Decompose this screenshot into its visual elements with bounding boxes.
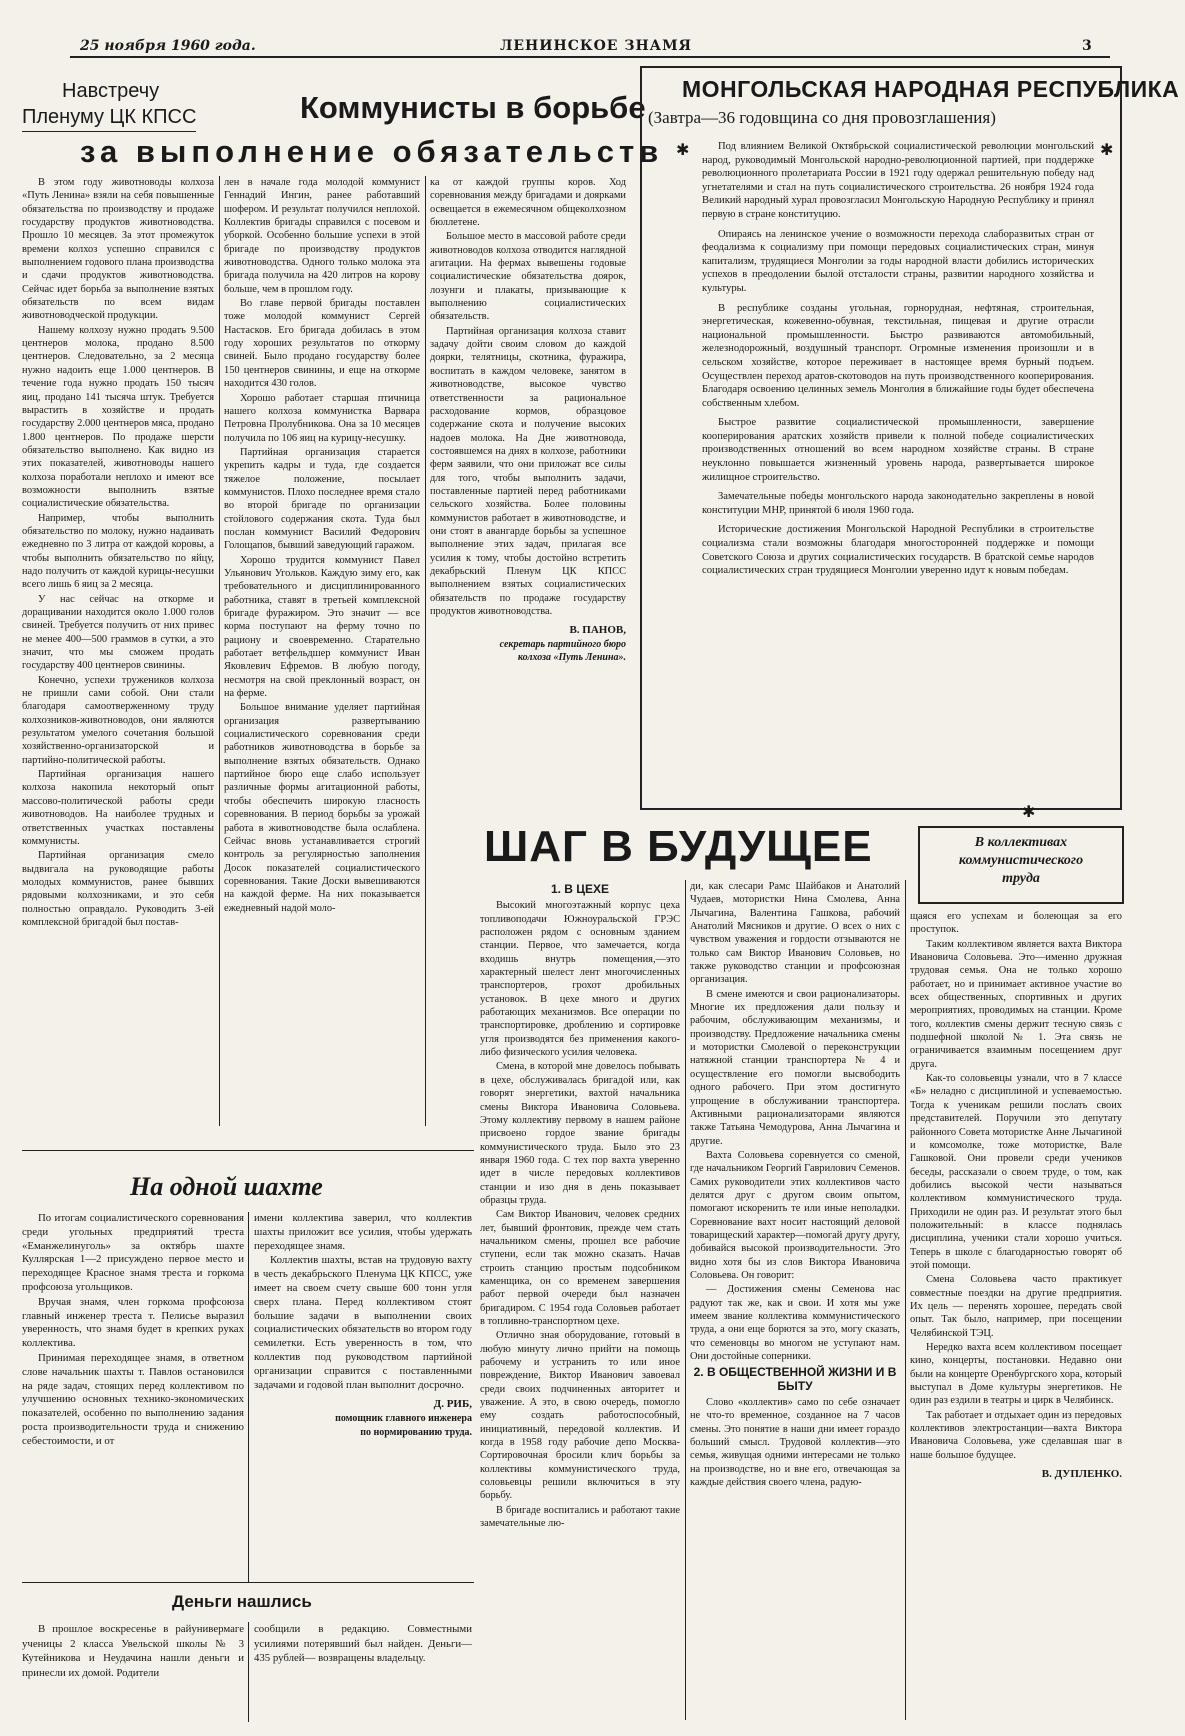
mongolia-text (702, 140, 1094, 800)
section-rule (22, 1582, 474, 1583)
mine-column-2 (254, 1212, 472, 1582)
article1-title-line1: Коммунисты в борьбе (300, 90, 646, 125)
paragraph: Нашему колхозу нужно продать 9.500 центнеров молока, продано 8.500 центнеров. Следовательно, за 2 месяца нужно надоить еще 1.000 центнеров. В течение года нужно продать 150 тысяч яиц, продано 141 тысяча штук. Требуется вырастить в хозяйстве и продать государству 2.000 центнеров мяса, продано 1.800 центнеров. По продаже шерсти обязательство выполнено. Как видно из этих показателей, животноводы нашего колхоза поработали неплохо и имеют все возможности выполнить взятые социалистические обязательства. (22, 324, 214, 510)
paragraph: Под влиянием Великой Октябрьской социалистической революции монгольский народ, руководимый Монгольской народно-революционной партией, при поддержке революционного пролетариата России в 1921 году одержал решительную победу над угнетателями и стал на путь социалистического строительства. 26 ноября 1924 года Великий народный хурал провозгласил Монгольскую Народную Республику и принял первую в стране конституцию. (702, 141, 1094, 220)
mongolia-subtitle: (Завтра—36 годовщина со дня провозглашения) (648, 108, 996, 127)
paragraph: Большое внимание уделяет партийная организация развертыванию социалистического соревнования среди работников животноводства в борьбе за выполнение взятых обязательств. Однако партийное бюро еще слабо использует различные формы агитационной работы, чтобы обеспечить широкую гласность соревнования. В период борьбы за урожай работа в животноводстве была ослаблена. Сейчас вновь устанавливается строгий контроль за регулярностью заполнения Досок показателей социалистического соревнования. Такие Доски вывешиваются на каждой ферме. На них показывается ежедневный надой моло- (224, 702, 420, 914)
paragraph: Высокий многоэтажный корпус цеха топливоподачи Южноуральской ГРЭС расположен рядом с основным зданием станции. Первое, что замечается, когда входишь внутрь помещения,—это характерный шелест лент многочисленных транспортеров, грохот дробильных установок. В цехе много и других работающих механизмов. Все операции по транспортировке, дроблению и сортировке угля производятся без применения какого-либо физического усилия человека. (480, 900, 680, 1059)
paragraph: Отлично зная оборудование, готовый в любую минуту лично прийти на помощь рабочему и устранить то или иное повреждение, Виктор Иванович завоевал среди своих подчиненных авторитет и уважение. А это, в свою очередь, помогло ему создать работоспособный, инициативный, передовой коллектив. И когда в 1958 году рабочие депо Москва-Сортировочная бросили клич борьбы за коллективы коммунистического труда, соловьевцы решили включиться в эту борьбу. (480, 1330, 680, 1502)
paragraph: Например, чтобы выполнить обязательство по молоку, нужно надаивать ежедневно по 3 литра от каждой коровы, а чтобы выполнить обязательство по яйцу, надо получить от каждой курицы-несушки всего лишь 6 яиц за 2 месяца. (22, 512, 214, 591)
paragraph: Хорошо трудится коммунист Павел Ульянович Угольков. Каждую зиму его, как требовательного и дисциплинированного работника, ставят в третьей комплексной бригаде фуражиром. Это значит — все корма поступают на ферму точно по рациону и своевременно. Старательно работает ветфельдшер коммунист Иван Яковлевич Ефремов. В любую погоду, несмотря на свой преклонный возраст, он на ферме. (224, 554, 420, 700)
future-column-3 (910, 910, 1122, 1720)
paragraph: имени коллектива заверил, что коллектив шахты приложит все усилия, чтобы удержать переходящее знамя. (254, 1212, 472, 1252)
mine-signature-title: по нормированию труда. (360, 1426, 472, 1438)
future-signature: В. ДУПЛЕНКО. (1041, 1468, 1122, 1481)
paragraph: Слово «коллектив» само по себе означает не что-то временное, созданное на 7 часов смены. Это понятие в наши дни имеет гораздо больший смысл. Трудовой коллектив—это семья, живущая одними интересами не только на производстве, но и вне его, отвечающая за каждые действия своего члена, радую- (690, 1397, 900, 1489)
mongolia-star-icon: ✱ (1100, 140, 1114, 159)
paragraph: Коллектив шахты, встав на трудовую вахту в честь декабрьского Пленума ЦК КПСС, уже имеет на своем счету свыше 600 тонн угля сверх плана. Перед коллективом стоят большие задачи в выполнении своих социалистических обязательств во втором году семилетки. Есть уверенность в том, что коллектив под руководством партийной организации справится с поставленными задачами и годовой план выполнит досрочно. (254, 1254, 472, 1391)
paragraph: Сам Виктор Иванович, человек средних лет, бывший фронтовик, прежде чем стать начальником смены, прошел все рабочие ступени, если так можно сказать. Начав строить станцию простым подсобником каменщика, он со временем завершения работ первой очереди был назначен бригадиром. С 1954 года Соловьев работает в топливно-транспортном цехе. (480, 1209, 680, 1327)
mine-column-1 (22, 1212, 244, 1582)
issue-date: 25 ноября 1960 года. (80, 38, 256, 54)
money-column-1 (22, 1622, 244, 1722)
paragraph: Партийная организация смело выдвигала на руководящие работы молодых коммунистов, ранее бывших рядовыми колхозниками, и это себя полностью оправдало. Руководить 3-ей комплексной бригадой был постав- (22, 850, 214, 928)
article1-title-line2: за выполнение обязательств (80, 134, 664, 169)
mongolia-title: МОНГОЛЬСКАЯ НАРОДНАЯ РЕСПУБЛИКА (682, 76, 1180, 102)
paragraph: В бригаде воспитались и работают такие замечательные лю- (480, 1504, 680, 1530)
paragraph: ди, как слесари Рамс Шайбаков и Анатолий Чудаев, мотористки Нина Смолева, Анна Лычагина, Валентина Гашкова, рабочий Анатолий Мясников и другие. О всех о них с чувством уважения и гордости отзываются не только сам Виктор Иванович Соловьев, но также руководство станции и профсоюзная организация. (690, 881, 900, 986)
paragraph: Вахта Соловьева соревнуется со сменой, где начальником Георгий Гаврилович Семенов. Самих руководители этих коллективов часто делятся друг с другом своим опытом, помогают искоренить те или иные неполадки. Соревнование вахт носит настоящий деловой товарищеский характер—помогай другу другу, добивайся высокой производительности. Это видно хотя бы из слов Виктора Ивановича Соловьева. Он говорит: (690, 1149, 900, 1281)
paragraph: Нередко вахта всем коллективом посещает кино, концерты, постановки. Недавно они были на концерте Оренбургского хора, который выступал в Доме культуры энергетиков. Не один раз ездили в театры и цирк в Челябинск. (910, 1342, 1122, 1407)
paragraph: В этом году животноводы колхоза «Путь Ленина» взяли на себя повышенные обязательства по производству и продаже государству продуктов животноводства. Прошло 10 месяцев. За этот промежуток времени колхоз успешно справился с выполнением годового плана производства и сдачи продуктов животноводства. Сейчас идет борьба за выполнение взятых обязательств по всем видам животноводческой продукции. (22, 177, 214, 322)
mine-signature: Д. РИБ, (433, 1398, 472, 1411)
rubric-box (918, 826, 1124, 904)
paragraph: Смена Соловьева часто практикует совместные поездки на другие предприятия. Их цель — перенять хорошее, передать свой опыт. Так было, например, при посещении Челябинской ТЭЦ. (910, 1274, 1122, 1339)
column-divider (248, 1622, 249, 1722)
kicker-line1: Навстречу (62, 80, 160, 102)
future-subhead-1: 1. В ЦЕХЕ (550, 882, 610, 896)
money-column-2 (254, 1622, 472, 1722)
mine-title: На одной шахте (130, 1172, 323, 1201)
paragraph: ка от каждой группы коров. Ход соревнования между бригадами и доярками освещается в ежемесячном общеколхозном бюллетене. (430, 177, 626, 229)
rubric-line: коммунистического (958, 853, 1084, 868)
future-title: ШАГ В БУДУЩЕЕ (484, 822, 873, 871)
mine-signature-title: помощник главного инженера (335, 1413, 472, 1425)
paragraph: Замечательные победы монгольского народа законодательно закреплены в новой конституции МНР, принятой 6 июля 1960 года. (702, 491, 1094, 516)
paragraph: Опираясь на ленинское учение о возможности перехода слаборазвитых стран от феодализма к социализму при помощи передовых социалистических стран, минуя капитализм, трудящиеся Монголии за годы народной власти добились исторических успехов в преодолении былой отсталости страны, развитии народного хозяйства и культуры. (702, 228, 1094, 294)
paragraph: Во главе первой бригады поставлен тоже молодой коммунист Сергей Настасков. Его бригада добилась в этом году хороших результатов по откорму свиней. Было продано государству более 150 центнеров свинины, и еще на откорме находится 430 голов. (224, 298, 420, 390)
paragraph: Таким коллективом является вахта Виктора Ивановича Соловьева. Это—именно дружная трудовая семья. Она не только хорошо работает, но и принимает активное участие во всех общественных, спортивных и других мероприятиях, проводимых на станции. Кроме того, коллектив смены держит тесную связь с подшефной школой № 1. Эта связь не ограничивается взаимным посещением друг друга. (910, 938, 1122, 1070)
paragraph: В республике созданы угольная, горнорудная, нефтяная, строительная, энергетическая, кожевенно-обувная, текстильная, пищевая и другие отрасли национальной промышленности. Быстро развиваются автомобильный, железнодорожный, воздушный транспорт. Огромные изменения произошли и в сельском хозяйстве, которое переживает в настоящее время бурный подъем. Осуществлен переход аратов-скотоводов на путь производственного кооперирования. Благодаря освоению целинных земель Монголия в ближайшие годы будет обеспечена собственным хлебом. (702, 302, 1094, 409)
article1-signature-title: секретарь партийного бюро (499, 638, 626, 650)
money-title: Деньги нашлись (172, 1592, 312, 1611)
paragraph: Партийная организация старается укрепить кадры и туда, где создается тяжелое положение, посылает коммунистов. Плохо последнее время стало во второй бригаде по организации стойлового содержания скота. Туда был послан коммунист Василий Федорович Голощапов, бывший заведующий гаражом. (224, 446, 420, 552)
column-divider (905, 880, 906, 1720)
column-divider (425, 176, 426, 1126)
paragraph: Принимая переходящее знамя, в ответном слове начальник шахты т. Павлов остановился на ряде задач, стоящих перед коллективом по улучшению основных технико-экономических показателей, особенно по выполнению задания роста производительности труда и снижению себестоимости, и от (22, 1351, 244, 1447)
paragraph: Исторические достижения Монгольской Народной Республики в строительстве социализма стали возможны благодаря многосторонней поддержке и помощи Советского Союза и других социалистических государств. В братской семье народов социалистических стран трудящиеся Монголии уверенно идут к новым победам. (702, 524, 1094, 577)
paragraph: Так работает и отдыхает один из передовых коллективов электростанции—вахта Виктора Ивановича Соловьева, уже сделавшая шаг в наше большое будущее. (910, 1409, 1122, 1461)
paragraph: — Достижения смены Семенова нас радуют так же, как и свои. И хотя мы уже имеем звание коллектива коммунистического труда, а они еще борются за это, могу сказать, что семеновцы во многом не уступают нам. Они достойные соперники. (690, 1284, 900, 1363)
paragraph: Партийная организация нашего колхоза накопила некоторый опыт массово-политической работы среди животноводов. На наиболее трудных и ответственных участках поставлены коммунисты. (22, 769, 214, 847)
kicker-line2: Пленуму ЦК КПСС (22, 106, 196, 132)
paragraph: Как-то соловьевцы узнали, что в 7 классе «Б» неладно с дисциплиной и успеваемостью. Тогда к ученикам решили послать своих представителей. Поручили это депутату районного Совета мотористке Анне Лычагиной и комсомолке, тоже мотористке, Вале Гашковой. Они провели среди учеников беседы, рассказали о своем труде, о том, как добились высокой чести называться коллективом коммунистического труда. Приходили не один раз. И результат этого был положительный: в классе поднялась дисциплина, ученики стали хорошо учиться. Теперь в школе с благодарностью говорят об этой помощи. (910, 1073, 1122, 1271)
paragraph: Хорошо работает старшая птичница нашего колхоза коммунистка Варвара Петровна Пролубникова. Она за 10 месяцев получила по 106 яиц на курицу-несушку. (224, 392, 420, 444)
future-column-1 (480, 880, 680, 1720)
article1-signature-title: колхоза «Путь Ленина». (517, 652, 626, 664)
paragraph: В смене имеются и свои рационализаторы. Многие их предложения дали пользу и рабочим, обслуживающим механизмы, и производству. Предложение начальника смены и мотористки Смолевой о переконструкции натяжной станции транспортера № 4 и осуществление его помогли высвободить одного рабочего. При этом достигнуто упрощение в обслуживании транспортера. Активными рационализаторами являются также Татьяна Чемодурова, Анна Лычагина и другие. (690, 988, 900, 1147)
article1-signature: В. ПАНОВ, (569, 624, 626, 637)
mongolia-star-icon: ✱ (1022, 802, 1036, 821)
paragraph: Партийная организация колхоза ставит задачу дойти своим словом до каждой доярки, телятницы, скотника, фуражира, воспитать в каждом человеке, занятом в животноводстве, высокое чувство ответственности за рациональное расходование кормов, образцовое содержание скота и получение высоких надоев молока. На Дне животновода, состоявшемся на днях в колхозе, работники ферм заявили, что они приложат все силы для того, чтобы выполнить задачи, поставленные партией перед работниками сельского хозяйства. Более половины коммунистов работает в животноводстве, и они стоят в авангарде борьбы за успешное выполнение этих задач, прилагая все усилия к тому, чтобы достойно встретить декабрьский Пленум ЦК КПСС выполнением взятых социалистических обязательств по продаже государству продуктов животноводства. (430, 325, 626, 617)
paragraph: По итогам социалистического соревнования среди угольных предприятий треста «Еманжелинуголь» за октябрь шахте Куллярская 1—2 присуждено первое место и переходящее Красное знамя треста и горкома профсоюза угольщиков. (22, 1212, 244, 1293)
paragraph: лен в начале года молодой коммунист Геннадий Ингин, ранее работавший шофером. И результат получился неплохой. Коллектив бригады справился с посевом и уборкой. Особенно большие успехи в этой бригаде по производству продуктов животноводства. Одного только молока эта бригада получила на 420 литров на корову больше, чем в прошлом году. (224, 177, 420, 295)
paragraph: Большое место в массовой работе среди животноводов колхоза отводится наглядной агитации. На фермах вывешены годовые социалистические обязательства доярок, лозунги и плакаты, призывающие к выполнению социалистических обязательств. (430, 231, 626, 323)
page-number: 3 (1082, 38, 1092, 54)
paragraph: сообщили в редакцию. Совместными усилиями потерявший был найден. Деньги—435 рублей— возвращены владельцу. (254, 1623, 472, 1664)
paragraph: Быстрое развитие социалистической промышленности, завершение кооперирования аратских хозяйств привели к полной победе социалистических производственных отношений во всем народном хозяйстве страны. В стране неуклонно повышается жизненный уровень народа, развертывается широкое жилищное строительство. (702, 417, 1094, 483)
paragraph: Конечно, успехи тружеников колхоза не пришли сами собой. Они стали благодаря самоотверженному труду колхозников-животноводов, они являются результатом умелого сочетания большой хозяйственно-организаторской и партийно-политической работы. (22, 674, 214, 766)
paper-name: ЛЕНИНСКОЕ ЗНАМЯ (500, 38, 692, 54)
article1-column-2 (224, 176, 420, 1126)
rubric-line: труда (1002, 871, 1040, 886)
paragraph: В прошлое воскресенье в райунивермаге ученицы 2 класса Увельской школы № 3 Кутейникова и Неудачина нашли деньги и принесли их домой. Родители (22, 1623, 244, 1679)
rubric-line: В коллективах (974, 835, 1068, 850)
future-column-2 (690, 880, 900, 1720)
article1-column-1 (22, 176, 214, 1126)
mongolia-star-icon: ✱ (676, 140, 690, 159)
masthead-rule (70, 56, 1110, 58)
column-divider (685, 880, 686, 1720)
paragraph: щаяся его успехам и болеющая за его проступок. (910, 911, 1122, 936)
paragraph: Смена, в которой мне довелось побывать в цехе, обслуживалась бригадой или, как говорят энергетики, вахтой начальника смены Виктора Ивановича Соловьева. Этому коллективу первому в нашем районе присвоено гордое звание бригады коммунистического труда. Было это 23 января 1960 года. С тех пор вахта уверенно идет в числе передовых коллективов станции и изо дня в день показывает образцы труда. (480, 1061, 680, 1206)
column-divider (219, 176, 220, 1126)
paragraph: У нас сейчас на откорме и доращивании находится около 1.000 голов свиней. Требуется получить от них привес не менее 400—500 граммов в сутки, а это значит, что мы сможем продать государству 400 центнеров свинины. (22, 593, 214, 672)
section-rule (22, 1150, 474, 1151)
column-divider (248, 1212, 249, 1582)
article1-column-3 (430, 176, 626, 816)
paragraph: Вручая знамя, член горкома профсоюза главный инженер треста т. Пелисье выразил уверенность, что знамя будет в крепких руках коллектива. (22, 1295, 244, 1350)
future-subhead-2: 2. В ОБЩЕСТВЕННОЙ ЖИЗНИ И В БЫТУ (693, 1365, 897, 1393)
